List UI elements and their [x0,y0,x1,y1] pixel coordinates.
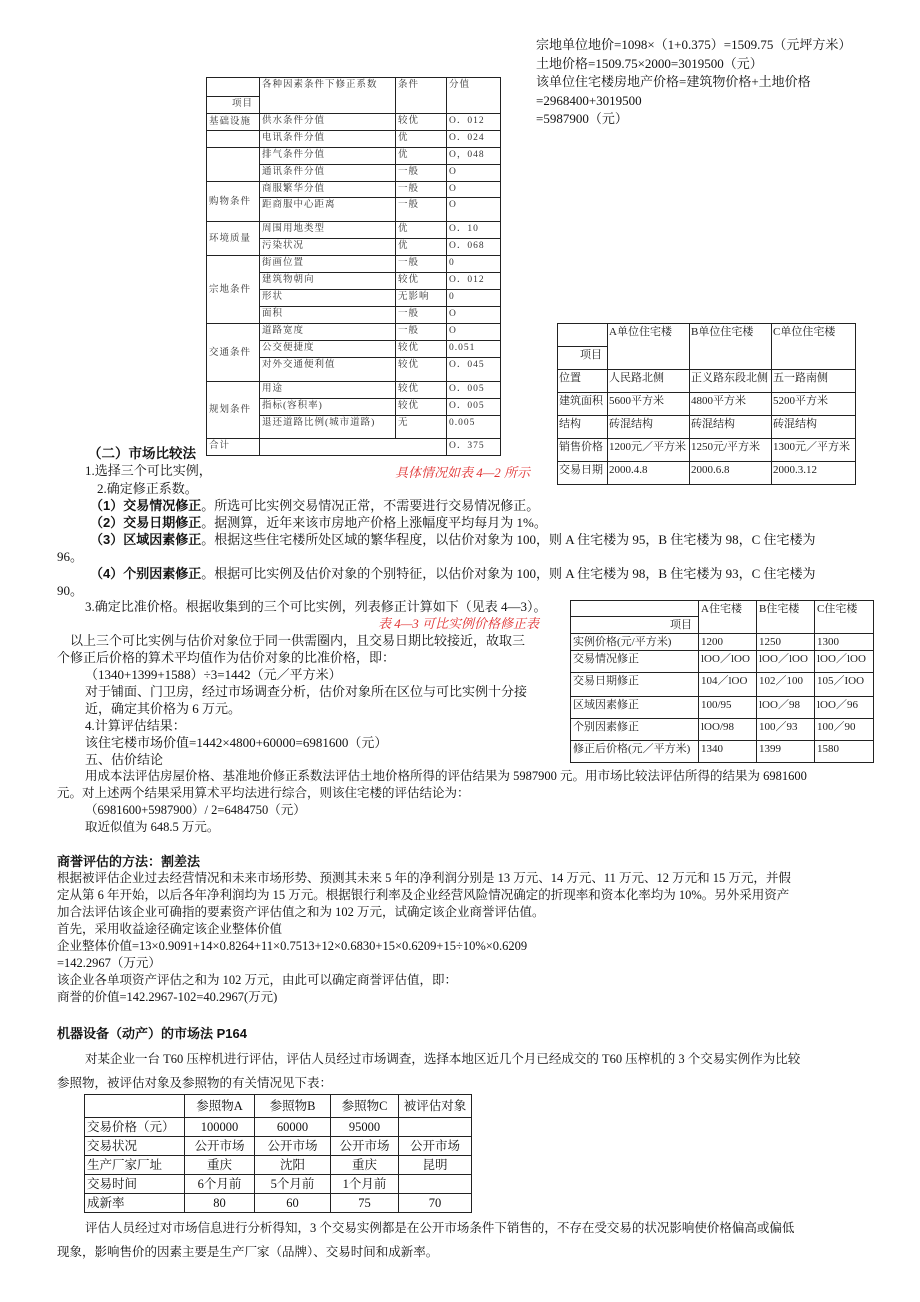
table-row [207,222,501,239]
row-label: 交易价格（元） [85,1118,185,1137]
cell-value: 70 [399,1194,472,1213]
total-label: 合计 [207,439,260,456]
step-2: 2.确定修正系数。 [97,481,198,496]
row-label: 修正后价格(元／平方米) [571,740,699,762]
conclusion-final: 取近似值为 648.5 万元。 [85,820,220,834]
factor-name: 污染状况 [260,239,396,256]
average-formula: （1340+1399+1588）÷3=1442（元／平方米） [85,667,342,682]
score: O [447,324,501,341]
cell-value: 砖混结构 [608,416,690,439]
table-row [571,740,874,762]
column-header: 被评估对象 [399,1095,472,1118]
condition: 一般 [396,165,447,182]
cell-value: 五一路南侧 [772,370,856,393]
column-header: B单位住宅楼 [690,324,772,370]
machine-outro-1: 评估人员经过对市场信息进行分析得知，3 个交易实例都是在公开市场条件下销售的，不存在受交易的状况影响使价格偏高或偏低 [85,1221,795,1235]
group-name [207,131,260,148]
average-text-2: 个修正后价格的算术平均值作为估价对象的比准价格，即： [57,650,396,665]
row-label: 交易时间 [85,1175,185,1194]
group-name: 规划条件 [207,382,260,439]
table-row [571,650,874,672]
column-header: 各种因素条件下修正系数 [260,78,396,114]
row-label: 生产厂家厂址 [85,1156,185,1175]
correction-1-text: 。所选可比实例交易情况正常，不需要进行交易情况修正。 [201,498,540,513]
condition: 较优 [396,341,447,358]
condition: 一般 [396,324,447,341]
price-correction-table [570,600,874,763]
row-label: 交易状况 [85,1137,185,1156]
group-name: 宗地条件 [207,256,260,324]
score: O．068 [447,239,501,256]
row-label: 实例价格(元/平方米) [571,633,699,650]
column-header: C单位住宅楼 [772,324,856,370]
cell-value: 1个月前 [331,1175,399,1194]
score: O [447,165,501,182]
table-row [207,148,501,165]
correction-4-text: 。根据可比实例及估价对象的个别特征，以估价对象为 100，则 A 住宅楼为 98，B 住宅楼为 93，C 住宅楼为 [201,566,816,581]
column-header: 条件 [396,78,447,114]
reference-objects-table [84,1094,472,1213]
factor-name: 通讯条件分值 [260,165,396,182]
section-heading: （二）市场比较法 [88,446,196,461]
step-5: 五、估价结论 [85,752,164,767]
cell-value: 5个月前 [255,1175,331,1194]
table-row [85,1118,472,1137]
row-header-label: 项目 [670,618,692,631]
cell-value: 1340 [699,740,757,762]
calc-line: 宗地单位地价=1098×（1+0.375）=1509.75（元坪方米） [536,37,852,52]
row-header-label: 项目 [580,349,602,361]
cell-value: 1580 [815,740,874,762]
table-row [558,393,856,416]
cell-value: 100／93 [757,718,815,740]
cell-value: lOO/98 [699,718,757,740]
column-header [85,1095,185,1118]
score: 0 [447,290,501,307]
row-label: 交易日期 [558,462,608,485]
cell-value: 100000 [185,1118,255,1137]
cell-value: 104／lOO [699,672,757,696]
cell-value: 公开市场 [255,1137,331,1156]
factor-name: 对外交通便利值 [260,358,396,382]
factor-name: 面积 [260,307,396,324]
score: O，048 [447,148,501,165]
cell-value: 1200 [699,633,757,650]
cell-value: 昆明 [399,1156,472,1175]
column-header: 参照物A [185,1095,255,1118]
correction-2-title: （2）交易日期修正 [90,515,202,530]
table-row [558,370,856,393]
factor-name: 退还道路比例(城市道路) [260,416,396,439]
table-row [558,462,856,485]
comparable-cases-table [557,323,856,485]
table-caption: 表 4—3 可比实例价格修正表 [378,616,540,631]
group-name: 基础设施 [207,114,260,131]
correction-4-wrap: 90。 [57,583,84,598]
column-header: A单位住宅楼 [608,324,690,370]
header-blank [558,324,608,347]
condition: 一般 [396,182,447,198]
table-row [207,182,501,198]
cell-value: 公开市场 [399,1137,472,1156]
score: 0.051 [447,341,501,358]
factor-name: 距商服中心距离 [260,198,396,222]
score: O．005 [447,399,501,416]
calc-line: =5987900（元） [536,111,628,126]
factor-name: 电讯条件分值 [260,131,396,148]
table-row [207,382,501,399]
cell-value: 75 [331,1194,399,1213]
condition: 一般 [396,307,447,324]
correction-3-title: （3）区域因素修正 [90,532,202,547]
condition: 优 [396,222,447,239]
cell-value: 95000 [331,1118,399,1137]
shop-text-2: 近，确定其价格为 6 万元。 [85,701,242,716]
condition: 较优 [396,382,447,399]
machine-heading: 机器设备（动产）的市场法 P164 [57,1026,247,1041]
cell-value: 重庆 [185,1156,255,1175]
factor-name: 周围用地类型 [260,222,396,239]
factor-name: 指标(容积率) [260,399,396,416]
table-row [85,1156,472,1175]
correction-3-text: 。根据这些住宅楼所处区域的繁华程度，以估价对象为 100，则 A 住宅楼为 95，B 住宅楼为 98，C 住宅楼为 [201,532,816,547]
correction-2 [90,514,547,531]
cell-value: 5600平方米 [608,393,690,416]
row-header-cell [571,616,699,633]
cell-value: 60000 [255,1118,331,1137]
table-row [571,696,874,718]
row-label: 区域因素修正 [571,696,699,718]
row-label: 交易日期修正 [571,672,699,696]
group-name: 环境质量 [207,222,260,256]
cell-value: 1250 [757,633,815,650]
condition: 优 [396,239,447,256]
cell-value: lOO／98 [757,696,815,718]
score: O．045 [447,358,501,382]
row-label: 交易情况修正 [571,650,699,672]
cell-value: 105／IOO [815,672,874,696]
score: O [447,198,501,222]
correction-3 [90,531,816,548]
cell-value: 1250元/平方米 [690,439,772,462]
conclusion-formula: （6981600+5987900）/ 2=6484750（元） [85,803,306,817]
score: 0.005 [447,416,501,439]
table-row [571,672,874,696]
machine-intro-1: 对某企业一台 T60 压榨机进行评估，评估人员经过市场调查，选择本地区近几个月已经成交的 T60 压榨机的 3 个交易实例作为比较 [85,1052,801,1066]
column-header: 参照物C [331,1095,399,1118]
cell-value: 公开市场 [185,1137,255,1156]
step-3: 3.确定比准价格。根据收集到的三个可比实例，列表修正计算如下（见表 4—3）。 [85,599,547,614]
goodwill-line: 首先，采用收益途径确定该企业整体价值 [57,922,283,936]
table-row [558,416,856,439]
goodwill-line: 该企业各单项资产评估之和为 102 万元，由此可以确定商誉评估值，即： [57,973,458,987]
header-blank [571,601,699,617]
correction-1-title: （1）交易情况修正 [90,498,202,513]
factor-name: 排气条件分值 [260,148,396,165]
factor-name: 用途 [260,382,396,399]
score: O．10 [447,222,501,239]
row-header-cell [558,347,608,370]
condition: 较优 [396,114,447,131]
score: O [447,307,501,324]
cell-value: 102／100 [757,672,815,696]
group-name: 交通条件 [207,324,260,382]
cell-value: 砖混结构 [772,416,856,439]
total-blank [260,439,447,456]
correction-2-text: 。据测算，近年来该市房地产价格上涨幅度平均每月为 1%。 [201,515,547,530]
table-row [207,114,501,131]
goodwill-line: =142.2967（万元） [57,956,161,970]
cell-value: 公开市场 [331,1137,399,1156]
factor-name: 供水条件分值 [260,114,396,131]
cell-value: lOO／96 [815,696,874,718]
factor-name: 街画位置 [260,256,396,273]
factor-name: 建筑物朝向 [260,273,396,290]
condition: 一般 [396,256,447,273]
condition: 较优 [396,273,447,290]
goodwill-line: 企业整体价值=13×0.9091+14×0.8264+11×0.7513+12×0.6830+15×0.6209+15÷10%×0.6209 [57,939,528,953]
condition: 较优 [396,399,447,416]
table-ref-note: 具体情况如表 4—2 所示 [395,465,531,480]
factor-name: 公交便捷度 [260,341,396,358]
cell-value: 60 [255,1194,331,1213]
column-header: A住宅楼 [699,601,757,634]
cell-value: 1399 [757,740,815,762]
cell-value: 砖混结构 [690,416,772,439]
step-1: 1.选择三个可比实例， [85,463,212,478]
goodwill-line: 根据被评估企业过去经营情况和未来市场形势、预测其未来 5 年的净利润分别是 13 万元、14 万元、11 万元、12 万元和 15 万元，并假 [57,871,791,885]
total-value: O．375 [447,439,501,456]
cell-value [399,1175,472,1194]
column-header: 参照物B [255,1095,331,1118]
row-label: 销售价格 [558,439,608,462]
cell-value: 重庆 [331,1156,399,1175]
table-row [85,1175,472,1194]
condition: 优 [396,148,447,165]
score: O [447,182,501,198]
correction-1 [90,497,539,514]
correction-4 [90,565,816,582]
factor-name: 道路宽度 [260,324,396,341]
machine-outro-2: 现象，影响售价的因素主要是生产厂家（品牌）、交易时间和成新率。 [57,1245,439,1259]
cell-value: 2000.6.8 [690,462,772,485]
cell-value: 人民路北侧 [608,370,690,393]
row-header-cell [207,97,260,114]
cell-value [399,1118,472,1137]
condition: 无影响 [396,290,447,307]
cell-value: lOO／lOO [757,650,815,672]
cell-value: 正义路东段北侧 [690,370,772,393]
column-header: B住宅楼 [757,601,815,634]
factor-name: 形状 [260,290,396,307]
row-header-label: 项目 [231,99,253,109]
table-row [207,131,501,148]
step-4-formula: 该住宅楼市场价值=1442×4800+60000=6981600（元） [85,735,388,750]
condition: 一般 [396,198,447,222]
correction-4-title: （4）个别因素修正 [90,566,202,581]
cell-value: 1300 [815,633,874,650]
correction-factor-table [206,77,501,456]
cell-value: 100/95 [699,696,757,718]
column-header: C住宅楼 [815,601,874,634]
goodwill-line: 加合法评估该企业可确指的要素资产评估值之和为 102 万元，试确定该企业商誉评估值。 [57,905,545,919]
calc-line: 该单位住宅楼房地产价格=建筑物价格+土地价格 [536,74,811,89]
row-label: 成新率 [85,1194,185,1213]
group-name: 购物条件 [207,182,260,222]
row-label: 建筑面积 [558,393,608,416]
cell-value: 1300元／平方米 [772,439,856,462]
row-label: 结构 [558,416,608,439]
table-row [207,324,501,341]
cell-value: 2000.3.12 [772,462,856,485]
cell-value: 2000.4.8 [608,462,690,485]
table-row [571,718,874,740]
condition: 较优 [396,358,447,382]
cell-value: lOO／lOO [699,650,757,672]
score: O．024 [447,131,501,148]
cell-value: 5200平方米 [772,393,856,416]
calc-line: 土地价格=1509.75×2000=3019500（元） [536,56,763,71]
table-row [558,439,856,462]
conclusion-1: 用成本法评估房屋价格、基准地价修正系数法评估土地价格所得的评估结果为 5987900 元。用市场比较法评估所得的结果为 6981600 [85,769,807,783]
machine-intro-2: 参照物，被评估对象及参照物的有关情况见下表： [57,1076,333,1090]
cell-value: lOO／lOO [815,650,874,672]
table-row [207,256,501,273]
cell-value: 沈阳 [255,1156,331,1175]
score: O．005 [447,382,501,399]
goodwill-line: 商誉的价值=142.2967-102=40.2967(万元) [57,990,278,1004]
goodwill-line: 定从第 6 年开始，以后各年净利润均为 15 万元。根据银行利率及企业经营风险情况确定的折现率和资本化率均为 10%。另外采用资产 [57,888,790,902]
cell-value: 1200元／平方米 [608,439,690,462]
table-row [85,1137,472,1156]
goodwill-heading: 商誉评估的方法：割差法 [57,854,201,869]
header-blank [207,78,260,97]
factor-name: 商服繁华分值 [260,182,396,198]
calc-line: =2968400+3019500 [536,93,642,108]
cell-value: 4800平方米 [690,393,772,416]
score: O．012 [447,114,501,131]
cell-value: 100／90 [815,718,874,740]
conclusion-2: 元。对上述两个结果采用算术平均法进行综合，则该住宅楼的评估结论为： [57,786,470,800]
group-name [207,148,260,182]
shop-text-1: 对于铺面、门卫房，经过市场调查分析，估价对象所在区位与可比实例十分接 [85,684,528,699]
cell-value: 6个月前 [185,1175,255,1194]
correction-3-wrap: 96。 [57,549,84,564]
table-row [85,1194,472,1213]
table-row [571,633,874,650]
average-text-1: 以上三个可比实例与估价对象位于同一供需圈内，且交易日期比较接近，故取三 [70,633,526,648]
score: O．012 [447,273,501,290]
row-label: 位置 [558,370,608,393]
cell-value: 80 [185,1194,255,1213]
condition: 优 [396,131,447,148]
score: 0 [447,256,501,273]
row-label: 个别因素修正 [571,718,699,740]
condition: 无 [396,416,447,439]
column-header: 分值 [447,78,501,114]
step-4: 4.计算评估结果： [85,718,186,733]
